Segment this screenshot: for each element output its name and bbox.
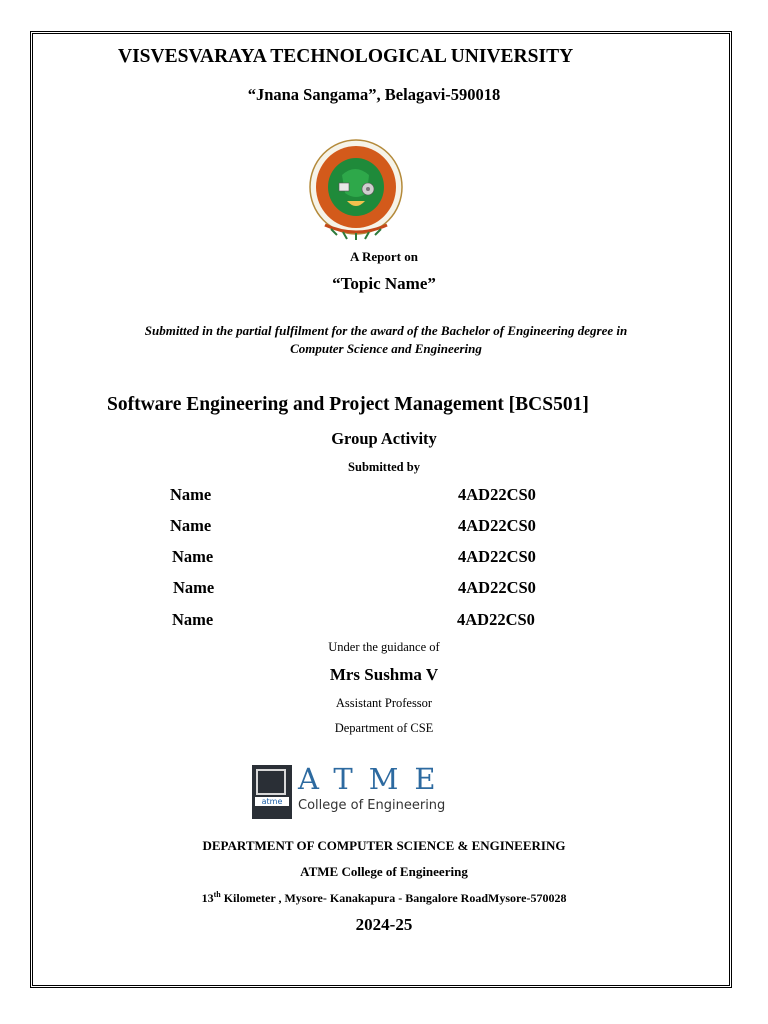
submitted-by: Submitted by — [348, 460, 420, 474]
student-usn: 4AD22CS0 — [458, 578, 536, 597]
student-usn: 4AD22CS0 — [457, 610, 535, 629]
student-name: Name — [170, 516, 212, 535]
guide-designation: Assistant Professor — [335, 696, 433, 710]
student-name: Name — [173, 578, 215, 597]
submission-line-1: Submitted in the partial fulfilment for the award of the Bachelor of Engineering degree in — [144, 323, 628, 338]
student-name: Name — [172, 610, 214, 629]
report-intro: A Report on — [350, 249, 418, 264]
academic-year: 2024-25 — [355, 915, 413, 934]
student-usn: 4AD22CS0 — [458, 485, 536, 504]
atme-logo — [252, 762, 452, 819]
atme-logo-badge-text: atme — [255, 797, 289, 806]
guidance-intro: Under the guidance of — [328, 640, 440, 654]
footer-department: DEPARTMENT OF COMPUTER SCIENCE & ENGINEERING — [202, 838, 566, 853]
footer-address: 13th Kilometer , Mysore- Kanakapura - Bangalore RoadMysore-570028 — [201, 890, 567, 905]
university-address: “Jnana Sangama”, Belagavi-590018 — [247, 85, 501, 104]
student-usn: 4AD22CS0 — [458, 547, 536, 566]
course-title: Software Engineering and Project Management [BCS501] — [107, 394, 589, 415]
vtu-logo — [307, 139, 405, 243]
student-name: Name — [170, 485, 212, 504]
atme-logo-subtitle: College of Engineering — [298, 798, 446, 813]
atme-logo-letters: ATME — [298, 762, 452, 796]
guide-department: Department of CSE — [334, 721, 434, 735]
topic-name: “Topic Name” — [332, 274, 436, 293]
submission-line-2: Computer Science and Engineering — [290, 341, 482, 356]
atme-logo-badge — [252, 765, 292, 819]
footer-college: ATME College of Engineering — [300, 864, 468, 879]
university-name: VISVESVARAYA TECHNOLOGICAL UNIVERSITY — [118, 46, 574, 67]
guide-name: Mrs Sushma V — [329, 665, 439, 684]
student-usn: 4AD22CS0 — [458, 516, 536, 535]
group-activity: Group Activity — [331, 429, 437, 448]
student-name: Name — [172, 547, 214, 566]
